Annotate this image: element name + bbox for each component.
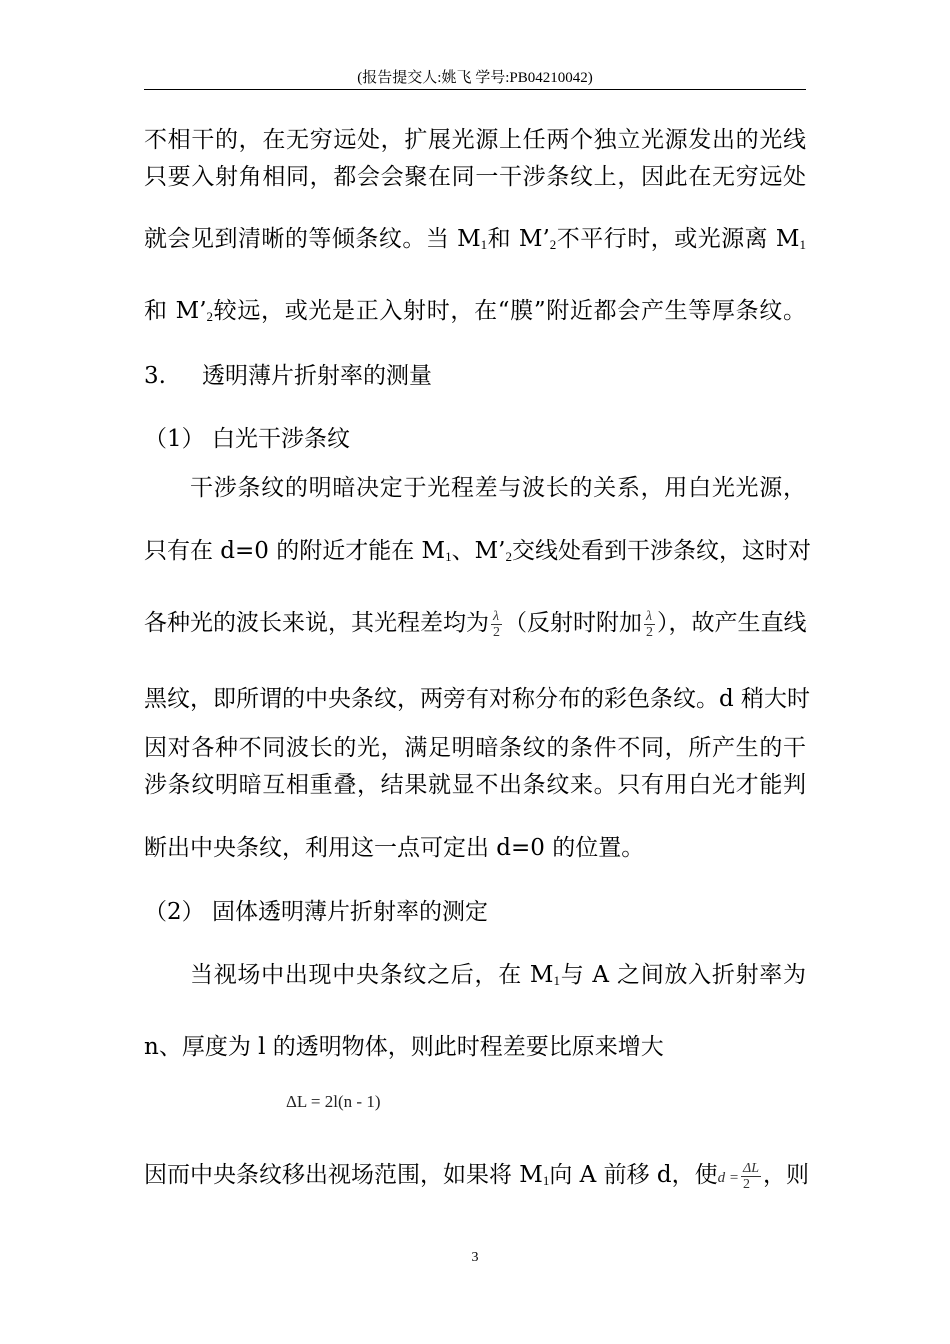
text-line-11: 因对各种不同波长的光，满足明暗条纹的条件不同，所产生的干 — [144, 735, 806, 761]
text-segment: 只有在 d=0 的附近才能在 M — [144, 538, 446, 564]
path-difference-formula: ΔL = 2l(n - 1) — [286, 1092, 381, 1111]
text-segment: ，则 — [763, 1162, 810, 1188]
text-line-4 — [144, 296, 806, 326]
section-heading-3 — [144, 361, 806, 391]
text-segment: 和 M’ — [487, 226, 550, 252]
fraction-lhs: d = — [717, 1170, 740, 1186]
text-line-15 — [190, 960, 806, 990]
text-line-13: 断出中央条纹，利用这一点可定出 d=0 的位置。 — [144, 835, 645, 861]
text-segment: ），故产生直线 — [657, 610, 807, 636]
subscript: 2 — [549, 237, 557, 252]
text-segment: 当视场中出现中央条纹之后，在 M — [190, 962, 554, 988]
text-segment: （反射时附加 — [504, 610, 642, 636]
text-line-7: 干涉条纹的明暗决定于光程差与波长的关系，用白光光源， — [190, 475, 806, 501]
fraction-numerator: ΔL — [743, 1160, 760, 1176]
fraction-denominator: 2 — [646, 624, 653, 640]
text-line-16: n、厚度为 l 的透明物体，则此时程差要比原来增大 — [144, 1034, 664, 1060]
fraction-denominator: 2 — [493, 624, 500, 640]
subscript: 1 — [445, 549, 452, 564]
text-line-12: 涉条纹明暗互相重叠，结果就显不出条纹来。只有用白光才能判 — [144, 772, 806, 798]
subsection-heading-2: （2） 固体透明薄片折射率的测定 — [144, 899, 488, 925]
text-line-9 — [144, 608, 806, 640]
subscript: 1 — [480, 237, 488, 252]
text-segment: 和 M’ — [144, 298, 207, 324]
text-segment: 各种光的波长来说，其光程差均为 — [144, 610, 489, 636]
text-line-8 — [144, 536, 811, 566]
text-segment: 不平行时，或光源离 M — [556, 226, 800, 252]
lambda-half-fraction — [644, 609, 655, 640]
delta-l-half-fraction — [741, 1161, 761, 1192]
section-title: 透明薄片折射率的测量 — [202, 363, 432, 389]
header-rule — [144, 89, 806, 90]
text-segment: 与 A 之间放入折射率为 — [559, 962, 806, 988]
text-line-1: 不相干的，在无穷远处，扩展光源上任两个独立光源发出的光线 — [144, 127, 806, 153]
text-line-10: 黑纹，即所谓的中央条纹，两旁有对称分布的彩色条纹。d 稍大时 — [144, 686, 811, 712]
subsection-heading-1: （1） 白光干涉条纹 — [144, 426, 350, 452]
subscript: 1 — [553, 973, 560, 988]
text-segment: 交线处看到干涉条纹，这时对 — [512, 538, 811, 564]
page-header: (报告提交人:姚飞 学号:PB04210042) — [357, 70, 593, 86]
lambda-half-fraction — [491, 609, 502, 640]
text-segment: 、M’ — [451, 538, 506, 564]
fraction-denominator: 2 — [743, 1176, 751, 1192]
subscript: 1 — [799, 237, 806, 252]
page-number: 3 — [471, 1250, 479, 1265]
fraction-numerator: λ — [644, 609, 655, 625]
text-segment: 因而中央条纹移出视场范围，如果将 M — [144, 1162, 543, 1188]
fraction-numerator: λ — [491, 609, 502, 625]
subscript: 1 — [542, 1173, 550, 1188]
text-segment: 就会见到清晰的等倾条纹。当 M — [144, 226, 481, 252]
subscript: 2 — [206, 309, 214, 324]
section-number: 3. — [144, 363, 166, 389]
text-line-2: 只要入射角相同，都会会聚在同一干涉条纹上，因此在无穷远处 — [144, 164, 806, 190]
text-segment: 向 A 前移 d，使 — [549, 1162, 718, 1188]
text-line-3 — [144, 224, 806, 254]
text-segment: 较远，或光是正入射时，在“膜”附近都会产生等厚条纹。 — [213, 298, 806, 324]
subscript: 2 — [505, 549, 512, 564]
text-line-17 — [144, 1160, 810, 1193]
